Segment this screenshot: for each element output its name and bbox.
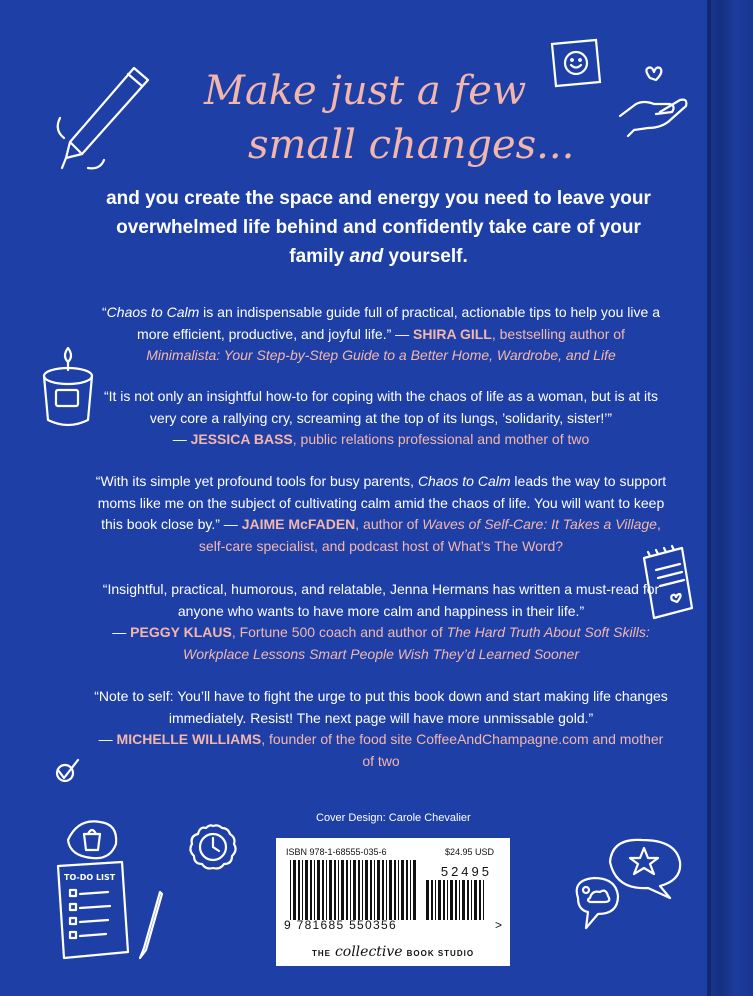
quote-jaime-mcfaden xyxy=(92,471,670,557)
quote-author-role: , founder of the food site CoffeeAndChampagne.com and mother of two xyxy=(261,731,664,769)
book-spine xyxy=(707,0,753,996)
quote-dash: — xyxy=(112,624,131,640)
publisher-logo-left: THE xyxy=(311,949,331,958)
headline-line-2: small changes... xyxy=(248,122,575,168)
price-code: 52495 xyxy=(440,864,492,879)
main-barcode xyxy=(290,860,420,920)
headline xyxy=(204,64,624,172)
quote-author: JESSICA BASS xyxy=(190,431,293,447)
lead-text-2: yourself. xyxy=(383,246,468,267)
hand-heart-icon xyxy=(614,64,696,142)
quote-author-book: Waves of Self-Care: It Takes a Village xyxy=(422,516,657,532)
quote-jessica-bass xyxy=(92,386,670,451)
quote-peggy-klaus xyxy=(92,579,670,665)
quote-book-title: Chaos to Calm xyxy=(106,304,200,320)
publisher-logo xyxy=(276,944,510,960)
price-barcode xyxy=(426,880,488,920)
quote-author-book: Minimalista: Your Step-by-Step Guide to a Better Home, Wardrobe, and Life xyxy=(146,347,616,363)
clock-icon xyxy=(188,822,238,872)
price-text: $24.95 USD xyxy=(444,847,494,857)
lead-paragraph xyxy=(96,184,661,271)
checkmark-icon xyxy=(54,756,82,784)
barcode-box xyxy=(276,838,510,966)
quote-author-role: , public relations professional and mother of two xyxy=(292,431,590,447)
quote-author: PEGGY KLAUS xyxy=(130,624,232,640)
pencil-icon xyxy=(48,58,158,176)
quote-author-role-cont: , self-care specialist, and podcast host of What’s The Word? xyxy=(198,516,661,554)
todo-list-icon xyxy=(48,812,178,964)
quote-author: JAIME McFADEN xyxy=(241,516,356,532)
quote-text: “Insightful, practical, humorous, and relatable, Jenna Hermans has written a must-read for anyone who wants to have more calm and happiness in their life.” xyxy=(102,581,660,619)
quote-text: “With its simple yet profound tools for busy parents, xyxy=(95,473,418,489)
quote-text-cont: leads the way to support moms like me on the subject of cultivating calm amid the chaos of life. You will want to keep this book close by.” — xyxy=(97,473,667,532)
publisher-logo-right: BOOK STUDIO xyxy=(406,949,475,958)
quote-dash: — xyxy=(98,731,117,747)
quote-text: “It is not only an insightful how-to for coping with the chaos of life as a woman, but is at its very core a rallying cry, screaming at the top of its lungs, ’solidarity, sister!’” xyxy=(103,388,659,426)
lead-emphasis: and xyxy=(349,246,384,267)
lead-text-1: and you create the space and energy you need to leave your overwhelmed life behind and confidently take care of your family xyxy=(106,188,651,267)
quote-text: is an indispensable guide full of practical, actionable tips to help you live a more efficient, productive, and joyful life.” — xyxy=(137,304,660,342)
quote-author: SHIRA GILL xyxy=(413,325,492,342)
svg-text:TO-DO LIST: TO-DO LIST xyxy=(64,873,116,882)
quote-author-role: , bestselling author of xyxy=(491,325,625,342)
publisher-logo-mid: collective xyxy=(334,944,403,960)
quote-text: “Note to self: You’ll have to fight the urge to put this book down and start making life changes immediately. Resist! The next page will have more unmissable gold.” xyxy=(94,688,668,726)
quote-author-book: The Hard Truth About Soft Skills: Workplace Lessons Smart People Wish They’d Learned Sooner xyxy=(183,624,650,662)
cover-design-credit: Cover Design: Carole Chevalier xyxy=(316,812,471,824)
quote-open: “ xyxy=(102,304,107,320)
barcode-digits: 9 781685 550356 xyxy=(284,918,397,932)
quote-shira-gill xyxy=(92,302,670,367)
barcode-arrow: > xyxy=(494,918,502,932)
quote-author: MICHELLE WILLIAMS xyxy=(116,731,262,747)
quote-book-title: Chaos to Calm xyxy=(417,473,511,489)
isbn-text: ISBN 978-1-68555-035-6 xyxy=(286,847,387,857)
quote-dash: — xyxy=(172,431,191,447)
quote-author-role: , author of xyxy=(355,516,423,532)
speech-bubbles-icon xyxy=(566,832,694,942)
quote-author-role: , Fortune 500 coach and author of xyxy=(231,624,447,640)
quote-michelle-williams xyxy=(92,686,670,772)
headline-line-1: Make just a few xyxy=(204,68,527,114)
